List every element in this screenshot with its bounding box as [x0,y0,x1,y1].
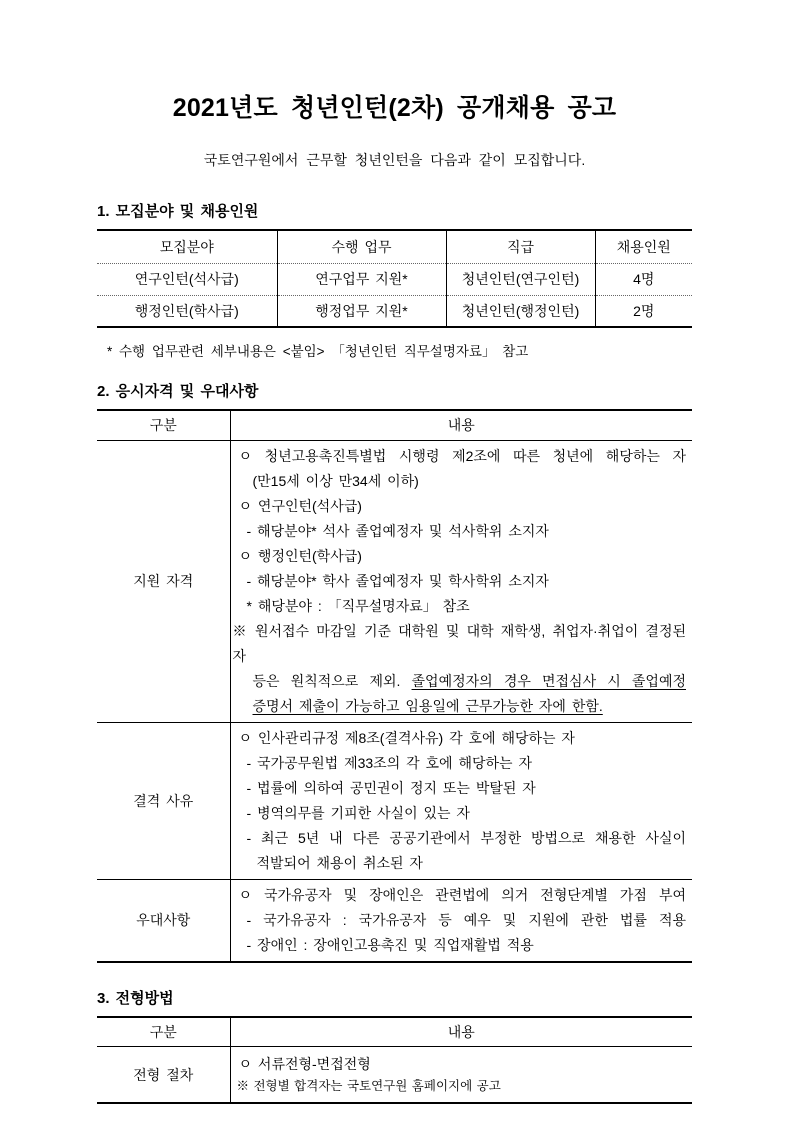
row-label: 결격 사유 [133,792,194,809]
cell-field: 연구인턴(석사급) [134,271,239,287]
row-label: 전형 절차 [133,1066,194,1083]
content-line [231,694,687,719]
underlined-text: 증명서 제출이 가능하고 임용일에 근무가능한 자에 한함. [252,697,603,714]
line-text: 등은 원칙적으로 제외. [252,672,412,689]
cell-grade: 청년인턴(연구인턴) [446,263,595,295]
table-row-procedure [97,1047,692,1104]
content-line: ※ 원서접수 마감일 기준 대학원 및 대학 재학생, 취업자·취업이 결정된 자 [232,622,686,664]
content-line [231,669,687,694]
content-line: ㅇ 연구인턴(석사급) [238,497,362,514]
table-row-preferential [97,879,692,962]
cell-duty: 행정업무 지원* [277,295,446,327]
section-2-heading: 2. 응시자격 및 우대사항 [97,383,259,400]
table-row [97,295,692,327]
header-cell-category: 구분 [149,1023,177,1040]
cell-duty: 연구업무 지원* [277,263,446,295]
section-3-heading: 3. 전형방법 [97,989,174,1007]
recruit-footnote: * 수행 업무관련 세부내용은 <붙임> 「청년인턴 직무설명자료」 참고 [107,344,529,359]
section-1-heading: 1. 모집분야 및 채용인원 [97,203,259,220]
content-line: ㅇ 청년고용촉진특별법 시행령 제2조에 따른 청년에 해당하는 자 [238,447,686,464]
content-line: ㅇ 행정인턴(학사급) [238,547,362,564]
document-title: 2021년도 청년인턴(2차) 공개채용 공고 [172,94,617,122]
content-line: - 장애인 : 장애인고용촉진 및 직업재활법 적용 [246,936,534,953]
content-line: * 해당분야 : 「직무설명자료」 참조 [246,597,470,614]
content-line: - 해당분야* 학사 졸업예정자 및 학사학위 소지자 [246,572,549,589]
row-content [230,1047,692,1104]
content-line: ㅇ 서류전형-면접전형 [238,1056,371,1072]
content-line: ㅇ 국가유공자 및 장애인은 관련법에 의거 전형단계별 가점 부여 [238,886,686,903]
content-line: - 해당분야* 석사 졸업예정자 및 석사학위 소지자 [246,522,549,539]
content-line: ※ 전형별 합격자는 국토연구원 홈페이지에 공고 [236,1079,501,1093]
content-line: - 법률에 의하여 공민권이 정지 또는 박탈된 자 [246,779,536,796]
row-content [230,879,692,962]
table-row [97,263,692,295]
qualification-table [97,409,692,963]
content-line: - 병역의무를 기피한 사실이 있는 자 [246,804,470,821]
row-content [230,722,692,879]
content-line: ㅇ 인사관리규정 제8조(결격사유) 각 호에 해당하는 자 [238,729,575,746]
cell-field: 행정인턴(학사급) [134,302,239,319]
content-line: (만15세 이상 만34세 이하) [252,472,419,489]
content-line: - 국가유공자 : 국가유공자 등 예우 및 지원에 관한 법률 적용 [246,911,686,928]
cell-count: 4명 [595,263,692,295]
recruit-table [97,229,692,328]
table-row-disqualification [97,722,692,879]
header-cell-duty: 수행 업무 [277,230,446,263]
underlined-text: 졸업예정자의 경우 면접심사 시 졸업예정 [411,672,686,689]
cell-grade: 청년인턴(행정인턴) [446,295,595,327]
header-cell-detail: 내용 [230,1017,692,1047]
document-subtitle: 국토연구원에서 근무할 청년인턴을 다음과 같이 모집합니다. [203,152,586,168]
header-cell-grade: 직급 [446,230,595,263]
method-table-header-row [97,1017,692,1047]
method-table [97,1016,692,1105]
row-content [230,440,692,722]
qualification-table-header-row [97,410,692,440]
content-line: - 최근 5년 내 다른 공공기관에서 부정한 방법으로 채용한 사실이 [246,829,686,846]
header-cell-category: 구분 [149,417,177,434]
header-cell-field: 모집분야 [159,238,214,255]
header-cell-count: 채용인원 [595,230,692,263]
content-line: 적발되어 채용이 취소된 자 [256,854,423,871]
table-row-eligibility [97,440,692,722]
header-cell-detail: 내용 [230,410,692,440]
recruit-table-header-row [97,230,692,263]
cell-count: 2명 [595,295,692,327]
row-label: 지원 자격 [133,573,194,589]
row-label: 우대사항 [136,912,191,928]
content-line: - 국가공무원법 제33조의 각 호에 해당하는 자 [246,754,532,771]
